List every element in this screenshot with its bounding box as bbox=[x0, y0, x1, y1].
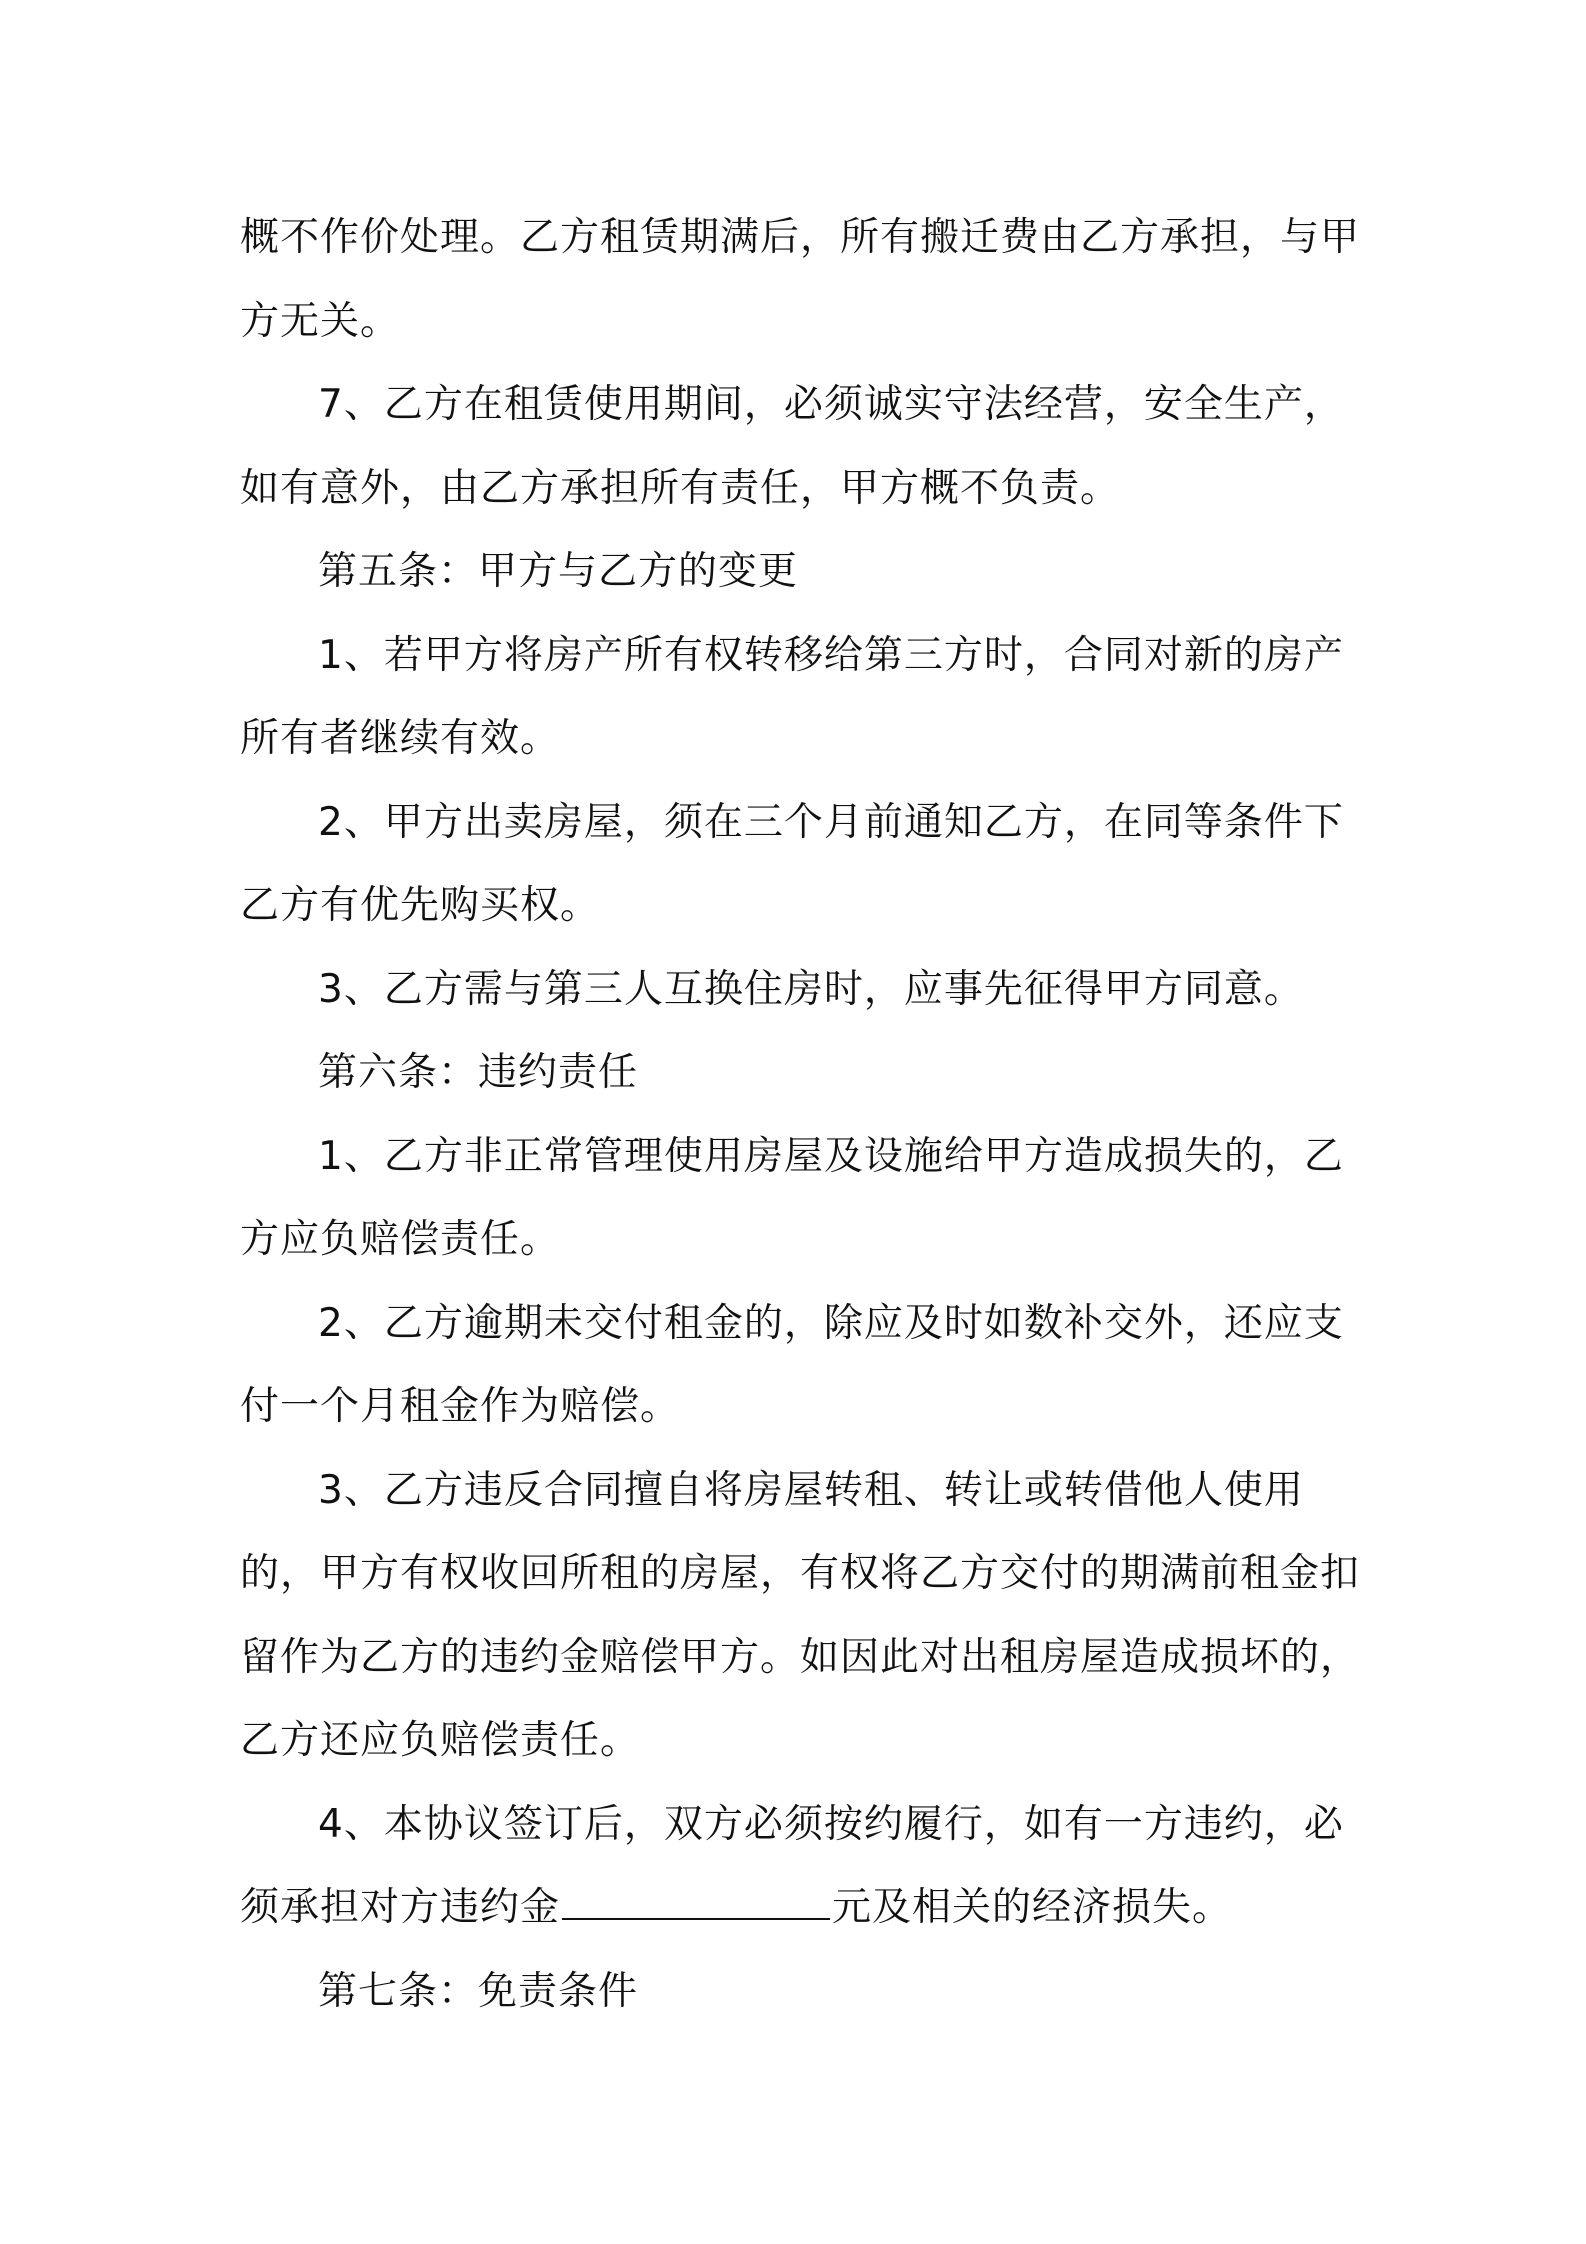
paragraph: 3、乙方需与第三人互换住房时，应事先征得甲方同意。 bbox=[318, 966, 1304, 1012]
penalty-text-before: 4、本协议签订后，双方必须按约履行，如有一方违约，必须承担对方违约金 bbox=[240, 1801, 1344, 1930]
penalty-amount-blank bbox=[562, 1888, 830, 1920]
paragraph: 3、乙方违反合同擅自将房屋转租、转让或转借他人使用的，甲方有权收回所租的房屋，有权将乙方交付的期满前租金扣留作为乙方的违约金赔偿甲方。如因此对出租房屋造成损坏的，乙方还应负赔偿责任。 bbox=[240, 1467, 1361, 1763]
paragraph: 7、乙方在租赁使用期间，必须诚实守法经营，安全生产，如有意外，由乙方承担所有责任，甲方概不负责。 bbox=[240, 382, 1344, 511]
paragraph: 2、甲方出卖房屋，须在三个月前通知乙方，在同等条件下乙方有优先购买权。 bbox=[240, 799, 1344, 928]
penalty-text-after: 元及相关的经济损失。 bbox=[832, 1885, 1233, 1930]
paragraph: 1、若甲方将房产所有权转移给第三方时，合同对新的房产所有者继续有效。 bbox=[240, 632, 1344, 761]
section-heading: 第六条：违约责任 bbox=[318, 1050, 639, 1095]
document-body bbox=[240, 196, 1360, 2033]
penalty-paragraph bbox=[240, 1783, 1360, 1950]
paragraph: 1、乙方非正常管理使用房屋及设施给甲方造成损失的，乙方应负赔偿责任。 bbox=[240, 1133, 1344, 1262]
paragraph: 2、乙方逾期未交付租金的，除应及时如数补交外，还应支付一个月租金作为赔偿。 bbox=[240, 1300, 1344, 1429]
section-heading: 第七条：免责条件 bbox=[318, 1968, 639, 2014]
paragraph: 概不作价处理。乙方租赁期满后，所有搬迁费由乙方承担，与甲方无关。 bbox=[240, 215, 1361, 344]
section-heading: 第五条：甲方与乙方的变更 bbox=[318, 549, 799, 594]
